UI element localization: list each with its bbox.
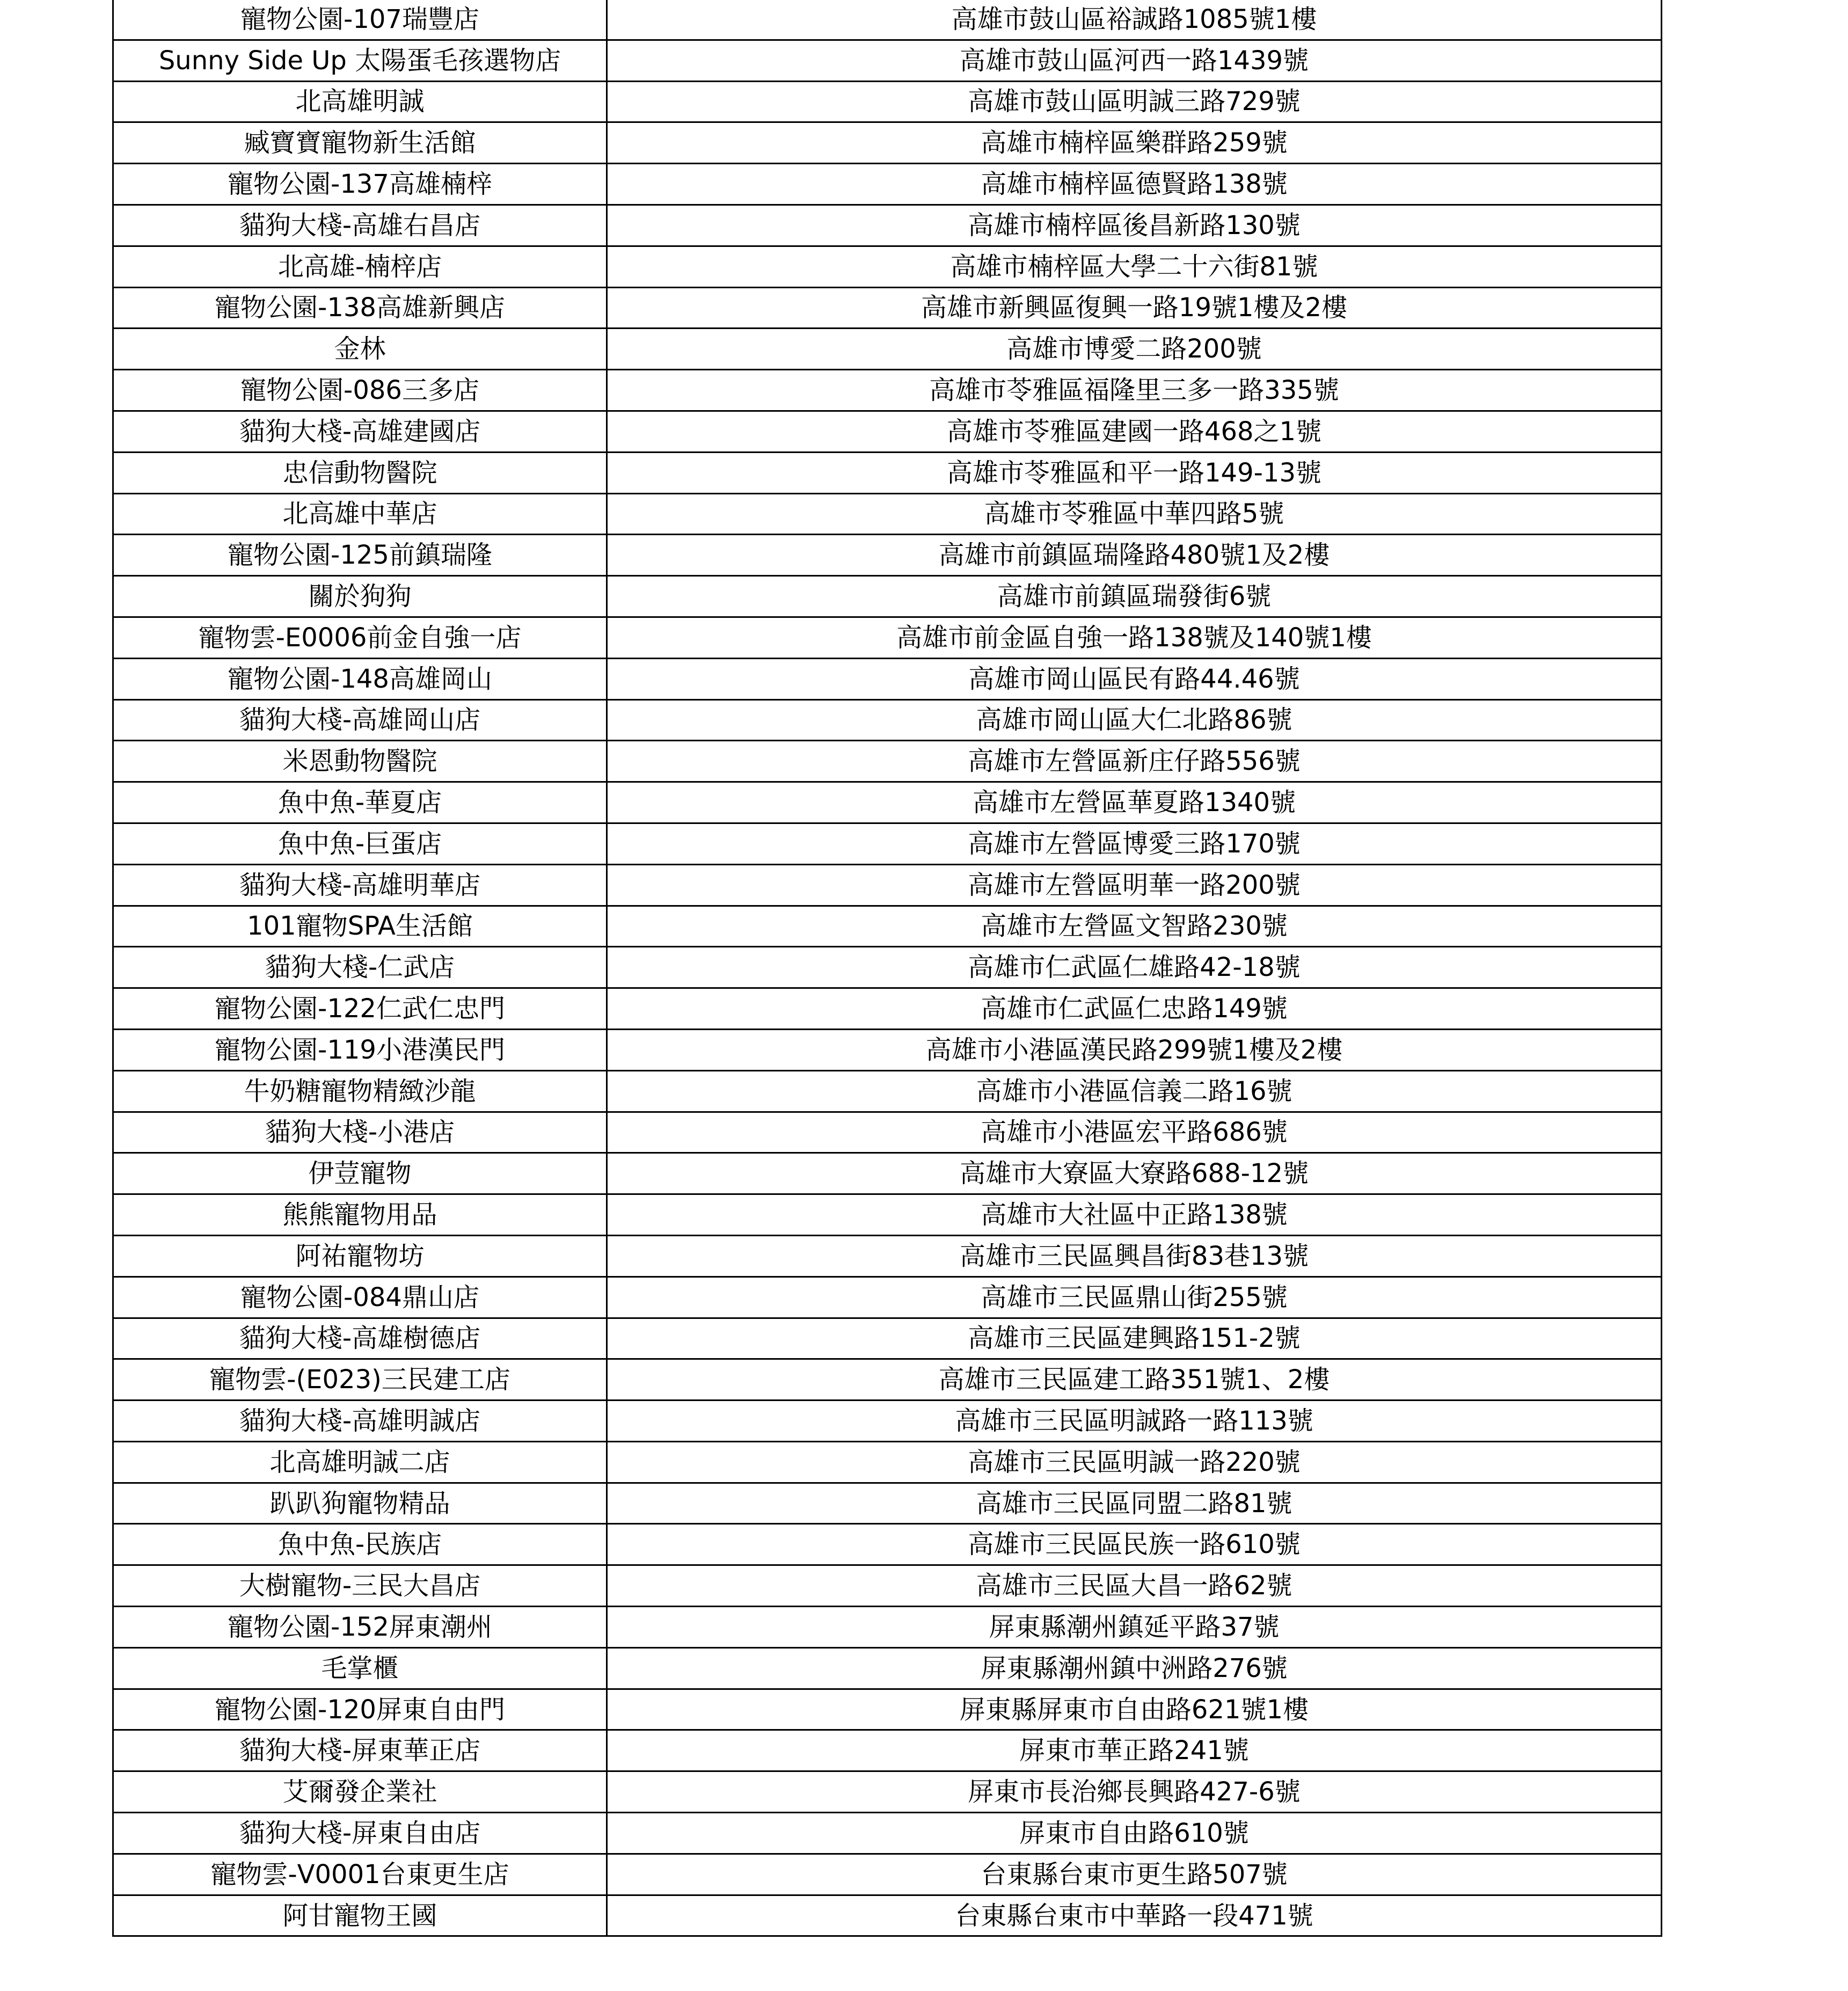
table-row xyxy=(113,1689,1662,1730)
table-row xyxy=(113,205,1662,246)
store-name-cell: 貓狗大棧-屏東華正店 xyxy=(113,1730,607,1771)
store-name-cell: 牛奶糖寵物精緻沙龍 xyxy=(113,1070,607,1112)
store-address-cell: 高雄市三民區鼎山街255號 xyxy=(607,1277,1662,1318)
store-name-cell: 大樹寵物-三民大昌店 xyxy=(113,1565,607,1607)
table-row xyxy=(113,329,1662,370)
store-name-cell: 寵物公園-086三多店 xyxy=(113,370,607,411)
store-name-cell: 北高雄明誠 xyxy=(113,81,607,122)
table-row xyxy=(113,0,1662,40)
store-name-cell: 寵物公園-138高雄新興店 xyxy=(113,287,607,329)
store-name-cell: 金林 xyxy=(113,329,607,370)
store-address-cell: 高雄市岡山區大仁北路86號 xyxy=(607,699,1662,741)
store-name-cell: 貓狗大棧-高雄右昌店 xyxy=(113,205,607,246)
store-address-cell: 高雄市左營區華夏路1340號 xyxy=(607,782,1662,823)
store-address-cell: 高雄市小港區信義二路16號 xyxy=(607,1070,1662,1112)
store-address-cell: 高雄市左營區文智路230號 xyxy=(607,906,1662,947)
store-name-cell: 伊荳寵物 xyxy=(113,1153,607,1194)
store-address-cell: 高雄市三民區建工路351號1、2樓 xyxy=(607,1359,1662,1401)
store-name-cell: 寵物公園-148高雄岡山 xyxy=(113,658,607,699)
store-name-cell: 米恩動物醫院 xyxy=(113,741,607,782)
store-address-cell: 高雄市楠梓區後昌新路130號 xyxy=(607,205,1662,246)
table-row xyxy=(113,1441,1662,1483)
table-row xyxy=(113,1235,1662,1277)
store-name-cell: 寵物雲-E0006前金自強一店 xyxy=(113,617,607,658)
table-row xyxy=(113,1483,1662,1524)
store-address-cell: 高雄市苓雅區和平一路149-13號 xyxy=(607,452,1662,493)
store-name-cell: 北高雄中華店 xyxy=(113,493,607,535)
store-name-cell: 阿甘寵物王國 xyxy=(113,1895,607,1936)
store-address-cell: 屏東市長治鄉長興路427-6號 xyxy=(607,1771,1662,1813)
store-address-cell: 高雄市鼓山區裕誠路1085號1樓 xyxy=(607,0,1662,40)
table-row xyxy=(113,1070,1662,1112)
store-address-cell: 屏東縣屏東市自由路621號1樓 xyxy=(607,1689,1662,1730)
store-address-cell: 高雄市三民區民族一路610號 xyxy=(607,1524,1662,1565)
store-name-cell: 101寵物SPA生活館 xyxy=(113,906,607,947)
store-name-cell: 貓狗大棧-高雄明華店 xyxy=(113,864,607,906)
store-address-cell: 高雄市鼓山區明誠三路729號 xyxy=(607,81,1662,122)
store-address-cell: 台東縣台東市更生路507號 xyxy=(607,1854,1662,1895)
store-address-cell: 高雄市楠梓區樂群路259號 xyxy=(607,122,1662,164)
table-row xyxy=(113,411,1662,452)
table-row xyxy=(113,576,1662,617)
store-name-cell: 貓狗大棧-高雄岡山店 xyxy=(113,699,607,741)
store-address-cell: 高雄市三民區明誠一路220號 xyxy=(607,1441,1662,1483)
store-address-cell: 高雄市三民區明誠路一路113號 xyxy=(607,1401,1662,1442)
table-row xyxy=(113,823,1662,864)
store-name-cell: 阿祐寵物坊 xyxy=(113,1235,607,1277)
table-row xyxy=(113,370,1662,411)
table-row xyxy=(113,1194,1662,1236)
store-address-cell: 高雄市小港區宏平路686號 xyxy=(607,1112,1662,1153)
table-row xyxy=(113,947,1662,988)
store-address-cell: 屏東縣潮州鎮中洲路276號 xyxy=(607,1647,1662,1689)
table-row xyxy=(113,1277,1662,1318)
store-address-cell: 高雄市左營區明華一路200號 xyxy=(607,864,1662,906)
store-address-cell: 高雄市苓雅區福隆里三多一路335號 xyxy=(607,370,1662,411)
store-name-cell: 寵物公園-137高雄楠梓 xyxy=(113,164,607,205)
table-row xyxy=(113,741,1662,782)
store-name-cell: 魚中魚-民族店 xyxy=(113,1524,607,1565)
store-address-cell: 高雄市大社區中正路138號 xyxy=(607,1194,1662,1236)
store-name-cell: 寵物公園-125前鎮瑞隆 xyxy=(113,535,607,576)
store-address-cell: 高雄市大寮區大寮路688-12號 xyxy=(607,1153,1662,1194)
store-name-cell: 寵物公園-107瑞豐店 xyxy=(113,0,607,40)
store-address-cell: 屏東市自由路610號 xyxy=(607,1813,1662,1854)
store-address-cell: 高雄市新興區復興一路19號1樓及2樓 xyxy=(607,287,1662,329)
store-address-cell: 高雄市仁武區仁忠路149號 xyxy=(607,988,1662,1030)
store-address-cell: 高雄市苓雅區建國一路468之1號 xyxy=(607,411,1662,452)
table-row xyxy=(113,40,1662,81)
store-name-cell: 寵物公園-120屏東自由門 xyxy=(113,1689,607,1730)
store-name-cell: 寵物公園-084鼎山店 xyxy=(113,1277,607,1318)
store-name-cell: Sunny Side Up 太陽蛋毛孩選物店 xyxy=(113,40,607,81)
store-address-cell: 高雄市仁武區仁雄路42-18號 xyxy=(607,947,1662,988)
table-row xyxy=(113,906,1662,947)
table-row xyxy=(113,164,1662,205)
store-name-cell: 關於狗狗 xyxy=(113,576,607,617)
table-row xyxy=(113,988,1662,1030)
store-address-cell: 高雄市三民區大昌一路62號 xyxy=(607,1565,1662,1607)
table-row xyxy=(113,122,1662,164)
table-row xyxy=(113,1607,1662,1648)
store-name-cell: 艾爾發企業社 xyxy=(113,1771,607,1813)
table-row xyxy=(113,1895,1662,1936)
table-row xyxy=(113,1318,1662,1359)
table-row xyxy=(113,617,1662,658)
store-address-cell: 高雄市前鎮區瑞隆路480號1及2樓 xyxy=(607,535,1662,576)
store-name-cell: 貓狗大棧-小港店 xyxy=(113,1112,607,1153)
store-name-cell: 趴趴狗寵物精品 xyxy=(113,1483,607,1524)
store-name-cell: 毛掌櫃 xyxy=(113,1647,607,1689)
store-name-cell: 魚中魚-華夏店 xyxy=(113,782,607,823)
store-name-cell: 北高雄明誠二店 xyxy=(113,1441,607,1483)
store-name-cell: 寵物公園-122仁武仁忠門 xyxy=(113,988,607,1030)
table-row xyxy=(113,1153,1662,1194)
store-name-cell: 臧寶寶寵物新生活館 xyxy=(113,122,607,164)
table-row xyxy=(113,1730,1662,1771)
store-name-cell: 寵物公園-119小港漢民門 xyxy=(113,1029,607,1070)
table-row xyxy=(113,699,1662,741)
store-address-cell: 高雄市左營區新庄仔路556號 xyxy=(607,741,1662,782)
store-address-table xyxy=(112,0,1662,1937)
table-row xyxy=(113,658,1662,699)
table-row xyxy=(113,81,1662,122)
store-address-cell: 高雄市前鎮區瑞發街6號 xyxy=(607,576,1662,617)
table-row xyxy=(113,493,1662,535)
store-name-cell: 忠信動物醫院 xyxy=(113,452,607,493)
store-address-cell: 高雄市岡山區民有路44.46號 xyxy=(607,658,1662,699)
table-row xyxy=(113,1401,1662,1442)
table-row xyxy=(113,246,1662,287)
store-address-cell: 屏東縣潮州鎮延平路37號 xyxy=(607,1607,1662,1648)
store-address-cell: 高雄市左營區博愛三路170號 xyxy=(607,823,1662,864)
store-name-cell: 北高雄-楠梓店 xyxy=(113,246,607,287)
store-name-cell: 貓狗大棧-高雄建國店 xyxy=(113,411,607,452)
table-row xyxy=(113,1359,1662,1401)
store-name-cell: 寵物公園-152屏東潮州 xyxy=(113,1607,607,1648)
store-address-cell: 高雄市小港區漢民路299號1樓及2樓 xyxy=(607,1029,1662,1070)
store-address-cell: 高雄市楠梓區德賢路138號 xyxy=(607,164,1662,205)
table-row xyxy=(113,1565,1662,1607)
table-row xyxy=(113,1112,1662,1153)
store-name-cell: 貓狗大棧-仁武店 xyxy=(113,947,607,988)
table-row xyxy=(113,782,1662,823)
store-name-cell: 寵物雲-V0001台東更生店 xyxy=(113,1854,607,1895)
store-address-cell: 高雄市鼓山區河西一路1439號 xyxy=(607,40,1662,81)
store-address-cell: 高雄市苓雅區中華四路5號 xyxy=(607,493,1662,535)
store-address-cell: 高雄市博愛二路200號 xyxy=(607,329,1662,370)
store-name-cell: 寵物雲-(E023)三民建工店 xyxy=(113,1359,607,1401)
store-name-cell: 貓狗大棧-屏東自由店 xyxy=(113,1813,607,1854)
table-row xyxy=(113,452,1662,493)
store-address-cell: 高雄市楠梓區大學二十六街81號 xyxy=(607,246,1662,287)
store-address-cell: 高雄市三民區興昌街83巷13號 xyxy=(607,1235,1662,1277)
store-rows xyxy=(113,0,1662,1936)
table-row xyxy=(113,864,1662,906)
table-row xyxy=(113,1813,1662,1854)
table-row xyxy=(113,1854,1662,1895)
store-address-cell: 高雄市三民區建興路151-2號 xyxy=(607,1318,1662,1359)
store-address-cell: 屏東市華正路241號 xyxy=(607,1730,1662,1771)
store-name-cell: 魚中魚-巨蛋店 xyxy=(113,823,607,864)
table-row xyxy=(113,1647,1662,1689)
store-name-cell: 貓狗大棧-高雄明誠店 xyxy=(113,1401,607,1442)
store-name-cell: 熊熊寵物用品 xyxy=(113,1194,607,1236)
table-row xyxy=(113,1771,1662,1813)
store-address-cell: 高雄市前金區自強一路138號及140號1樓 xyxy=(607,617,1662,658)
table-row xyxy=(113,1029,1662,1070)
store-name-cell: 貓狗大棧-高雄樹德店 xyxy=(113,1318,607,1359)
store-address-cell: 高雄市三民區同盟二路81號 xyxy=(607,1483,1662,1524)
table-row xyxy=(113,1524,1662,1565)
table-row xyxy=(113,535,1662,576)
table-row xyxy=(113,287,1662,329)
store-address-cell: 台東縣台東市中華路一段471號 xyxy=(607,1895,1662,1936)
